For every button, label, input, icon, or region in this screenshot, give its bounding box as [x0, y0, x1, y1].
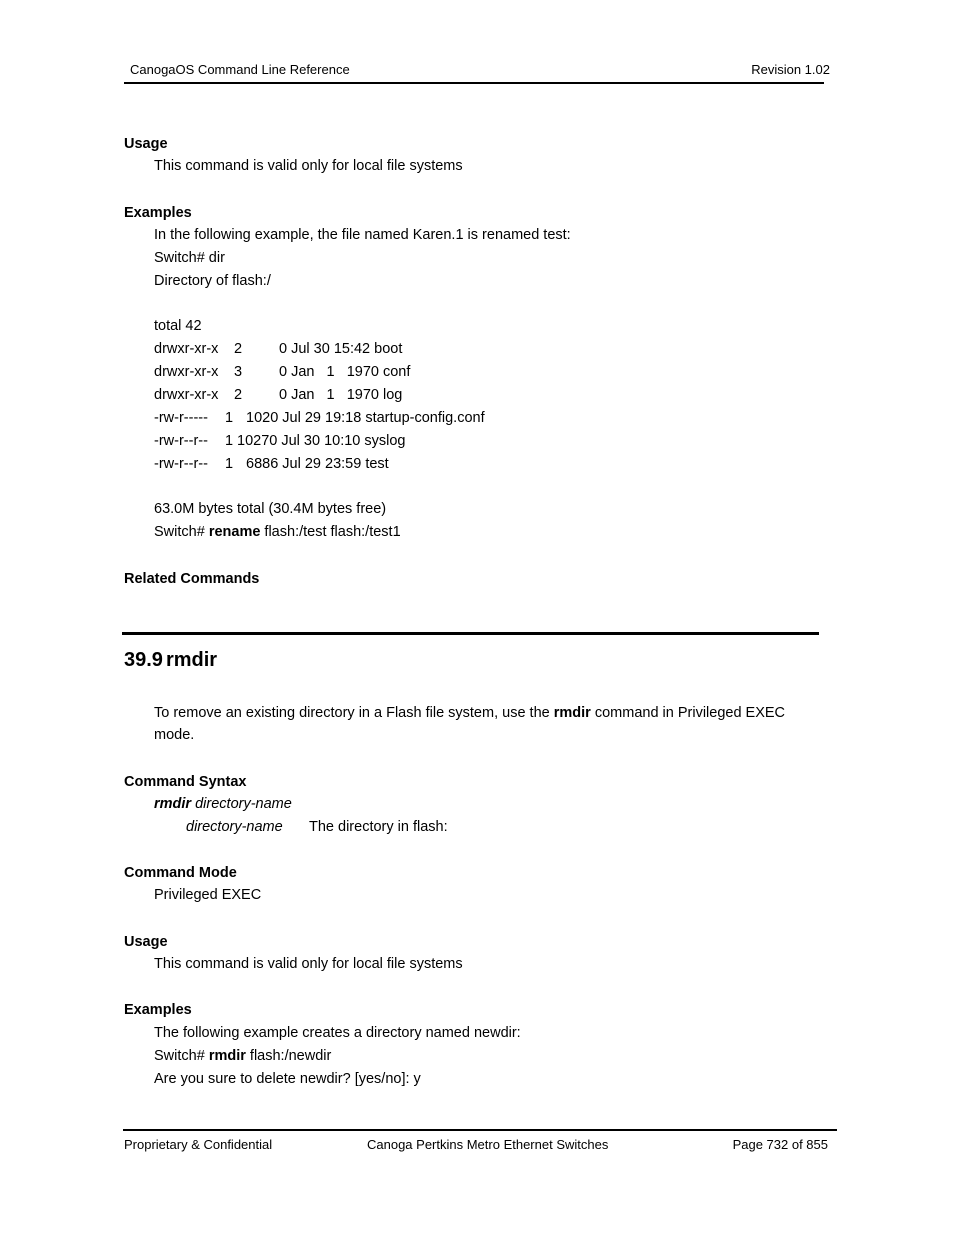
listing-perm: -rw-r--r--: [154, 433, 208, 449]
syntax-line: [154, 796, 292, 812]
confirm-line: Are you sure to delete newdir? [yes/no]: y: [154, 1071, 421, 1087]
listing-perm: -rw-r--r--: [154, 456, 208, 472]
param-description: The directory in flash:: [309, 819, 448, 835]
listing-links: 3: [234, 364, 243, 380]
related-commands-heading: Related Commands: [124, 571, 260, 587]
listing-perm: drwxr-xr-x: [154, 387, 219, 403]
listing-row: [154, 456, 389, 472]
param-name: directory-name: [186, 819, 283, 835]
command-args: flash:/newdir: [245, 1048, 332, 1064]
listing-links: 2: [234, 387, 243, 403]
listing-row: [154, 410, 485, 426]
listing-details: 0 Jan 1 1970 conf: [279, 364, 411, 380]
listing-details: 1020 Jul 29 19:18 startup-config.conf: [246, 410, 485, 426]
listing-links: 1: [225, 456, 234, 472]
rmdir-command-line: [154, 1048, 331, 1064]
listing-links: 2: [234, 341, 243, 357]
section-number: 39.9: [124, 649, 163, 671]
listing-links: 1: [225, 433, 234, 449]
listing-row: [154, 364, 411, 380]
listing-details: 0 Jul 30 15:42 boot: [279, 341, 403, 357]
usage-heading: Usage: [124, 136, 168, 152]
command-mode-heading: Command Mode: [124, 865, 237, 881]
header-doc-title: CanogaOS Command Line Reference: [130, 62, 350, 77]
command-mode-text: Privileged EXEC: [154, 887, 262, 903]
header-revision: Revision 1.02: [751, 62, 830, 77]
rmdir-intro: [154, 705, 785, 721]
usage-heading: Usage: [124, 934, 168, 950]
code-line: Switch# dir: [154, 250, 225, 266]
code-line: Directory of flash:/: [154, 273, 271, 289]
command-keyword: rmdir: [208, 1048, 246, 1064]
usage-text: This command is valid only for local file systems: [154, 956, 463, 972]
listing-row: [154, 433, 406, 449]
footer-product: Canoga Pertkins Metro Ethernet Switches: [367, 1137, 609, 1152]
prompt: Switch#: [154, 1048, 209, 1064]
listing-details: 0 Jan 1 1970 log: [279, 387, 403, 403]
intro-text: To remove an existing directory in a Flash file system, use the: [154, 705, 554, 721]
examples-heading: Examples: [124, 205, 192, 221]
listing-perm: -rw-r-----: [154, 410, 208, 426]
header-rule: [124, 82, 824, 84]
prompt: Switch#: [154, 524, 209, 540]
rmdir-intro-line2: mode.: [154, 727, 195, 743]
listing-details: 10270 Jul 30 10:10 syslog: [237, 433, 406, 449]
command-keyword: rename: [208, 524, 261, 540]
command-args: flash:/test flash:/test1: [260, 524, 401, 540]
listing-perm: drwxr-xr-x: [154, 341, 219, 357]
intro-text-cont: command in Privileged EXEC: [590, 705, 786, 721]
bytes-summary: 63.0M bytes total (30.4M bytes free): [154, 501, 387, 517]
syntax-arg: directory-name: [191, 796, 292, 812]
listing-links: 1: [225, 410, 234, 426]
listing-perm: drwxr-xr-x: [154, 364, 219, 380]
listing-row: [154, 387, 403, 403]
example-intro: The following example creates a directory named newdir:: [154, 1025, 521, 1041]
listing-details: 6886 Jul 29 23:59 test: [246, 456, 389, 472]
footer-page-number: Page 732 of 855: [732, 1137, 828, 1152]
listing-row: [154, 341, 403, 357]
footer-rule: [123, 1129, 837, 1131]
intro-keyword: rmdir: [553, 705, 591, 721]
syntax-keyword: rmdir: [154, 796, 192, 812]
code-line: total 42: [154, 318, 202, 334]
command-syntax-heading: Command Syntax: [124, 774, 247, 790]
rename-command-line: [154, 524, 401, 540]
example-intro: In the following example, the file named Karen.1 is renamed test:: [154, 227, 571, 243]
section-name: rmdir: [165, 649, 218, 671]
examples-heading: Examples: [124, 1002, 192, 1018]
footer-confidential: Proprietary & Confidential: [124, 1137, 273, 1152]
section-rule: [122, 632, 819, 635]
usage-text: This command is valid only for local file systems: [154, 158, 463, 174]
section-title: [124, 649, 217, 672]
